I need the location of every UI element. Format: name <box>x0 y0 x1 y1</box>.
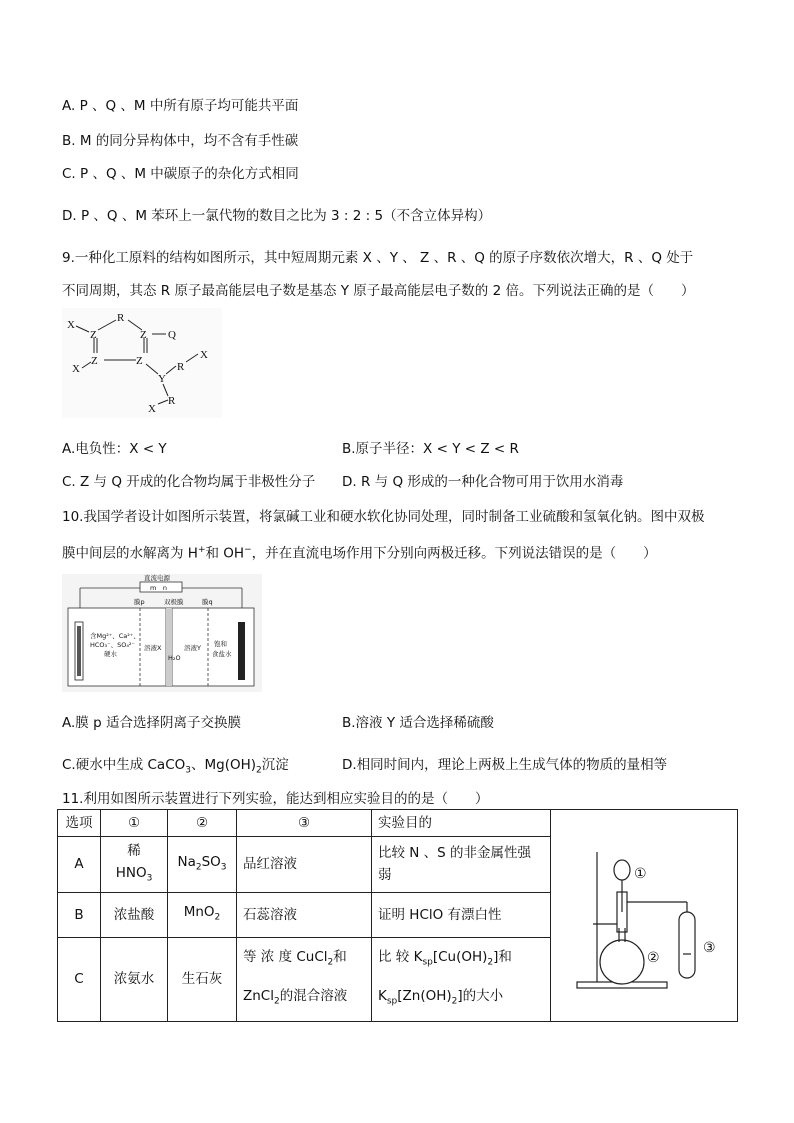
brine-label-1: 饱和 <box>214 640 227 648</box>
row-a-reagent-3: 品红溶液 <box>237 837 372 892</box>
mn-label: m n <box>150 584 167 592</box>
header-reagent-1: ① <box>101 810 168 837</box>
row-b-purpose: 证明 HClO 有漂白性 <box>372 892 551 937</box>
header-reagent-2: ② <box>168 810 237 837</box>
q8-option-c: C. P 、Q 、M 中碳原子的杂化方式相同 <box>62 166 299 182</box>
q10-option-c: C.硬水中生成 CaCO$_3$、$Mg(OH)_2$沉淀 <box>62 757 289 776</box>
q10-option-d: D.相同时间内，理论上两极上生成气体的物质的量相等 <box>342 757 668 773</box>
header-purpose: 实验目的 <box>372 810 551 837</box>
row-b-reagent-2: MnO$_2$ <box>168 892 237 937</box>
q9-structure-figure <box>62 308 222 418</box>
atom-z: Z <box>91 355 98 367</box>
atom-x: X <box>72 363 80 375</box>
row-a-option: A <box>58 837 101 892</box>
q10-stem-line2: 膜中间层的水解离为 H+和 OH−，并在直流电场作用下分别向两极迁移。下列说法错误的是（ ） <box>62 545 657 562</box>
q9-option-d: D. R 与 Q 形成的一种化合物可用于饮用水消毒 <box>342 474 624 490</box>
hard-water-label: 含Mg²⁺、Ca²⁺、 <box>90 632 140 640</box>
atom-z: Z <box>90 329 97 341</box>
q11-experiment-table <box>57 809 738 1022</box>
membrane-q-label: 膜q <box>202 598 213 606</box>
h2o-label: H₂O <box>168 654 181 662</box>
atom-y: Y <box>158 373 166 385</box>
row-a-reagent-2: $Na_2SO_3$ <box>168 837 237 892</box>
row-a-purpose: 比较 N 、S 的非金属性强 弱 <box>372 837 551 892</box>
q8-option-a: A. P 、Q 、M 中所有原子均可能共平面 <box>62 98 299 114</box>
row-b-reagent-3: 石蕊溶液 <box>237 892 372 937</box>
table-header-row <box>58 810 738 837</box>
row-b-reagent-1: 浓盐酸 <box>101 892 168 937</box>
apparatus-label-1: ① <box>634 866 647 882</box>
row-b-option: B <box>58 892 101 937</box>
power-label: 直流电源 <box>144 574 170 582</box>
q9-option-c: C. Z 与 Q 开成的化合物均属于非极性分子 <box>62 474 316 490</box>
row-c-reagent-1: 浓氨水 <box>101 937 168 1021</box>
apparatus-label-3: ③ <box>703 940 716 956</box>
row-c-purpose: 比 较 $K_{sp}[Cu(OH)_2]$和 $K_{sp}[Zn(OH)_2]$的大小 <box>372 937 551 1021</box>
brine-label-2: 食盐水 <box>212 650 232 658</box>
atom-r: R <box>177 361 185 373</box>
q9-stem-line2: 不同周期，其态 R 原子最高能层电子数是基态 Y 原子最高能层电子数的 2 倍。下列说法正确的是（ ） <box>62 283 695 299</box>
atom-q: Q <box>168 329 176 341</box>
bipolar-label: 双极膜 <box>164 598 184 606</box>
q10-option-b: B.溶液 Y 适合选择稀硫酸 <box>342 715 494 731</box>
solution-x-label: 溶液X <box>144 644 162 652</box>
apparatus-label-2: ② <box>647 950 660 966</box>
row-c-reagent-3: 等 浓 度 CuCl$_2$和 ZnCl$_2$的混合溶液 <box>237 937 372 1021</box>
row-c-reagent-2: 生石灰 <box>168 937 237 1021</box>
apparatus-figure <box>557 812 731 1012</box>
q9-option-a: A.电负性：X < Y <box>62 441 167 457</box>
q10-stem-line1: 10.我国学者设计如图所示装置，将氯碱工业和硬水软化协同处理，同时制备工业硫酸和氢氧化钠。图中双极 <box>62 509 705 525</box>
header-option: 选项 <box>58 810 101 837</box>
row-a-reagent-1: 稀 $HNO_3$ <box>101 837 168 892</box>
atom-r: R <box>168 395 176 407</box>
solution-y-label: 溶液Y <box>184 644 201 652</box>
row-c-option: C <box>58 937 101 1021</box>
hard-water-ions: HCO₃⁻、SO₄²⁻ <box>90 641 135 649</box>
q9-stem-line1: 9.一种化工原料的结构如图所示，其中短周期元素 X 、Y 、 Z 、R 、Q 的原子序数依次增大，R 、Q 处于 <box>62 250 694 266</box>
atom-x: X <box>148 403 156 415</box>
header-reagent-3: ③ <box>237 810 372 837</box>
atom-z: Z <box>136 355 143 367</box>
q8-option-b: B. M 的同分异构体中，均不含有手性碳 <box>62 133 299 149</box>
apparatus-figure-cell <box>551 810 738 1022</box>
q10-electrolysis-figure <box>62 574 262 692</box>
q9-option-b: B.原子半径：X < Y < Z < R <box>342 441 519 457</box>
atom-r: R <box>117 312 125 324</box>
atom-x: X <box>200 349 208 361</box>
hard-water-text: 硬水 <box>104 650 117 658</box>
q11-stem: 11.利用如图所示装置进行下列实验，能达到相应实验目的的是（ ） <box>62 791 489 807</box>
q8-option-d: D. P 、Q 、M 苯环上一氯代物的数目之比为 3 : 2 : 5（不含立体异构） <box>62 208 492 224</box>
atom-z: Z <box>140 329 147 341</box>
q10-option-a: A.膜 p 适合选择阴离子交换膜 <box>62 715 241 731</box>
membrane-p-label: 膜p <box>134 598 145 606</box>
atom-x: X <box>67 319 75 331</box>
